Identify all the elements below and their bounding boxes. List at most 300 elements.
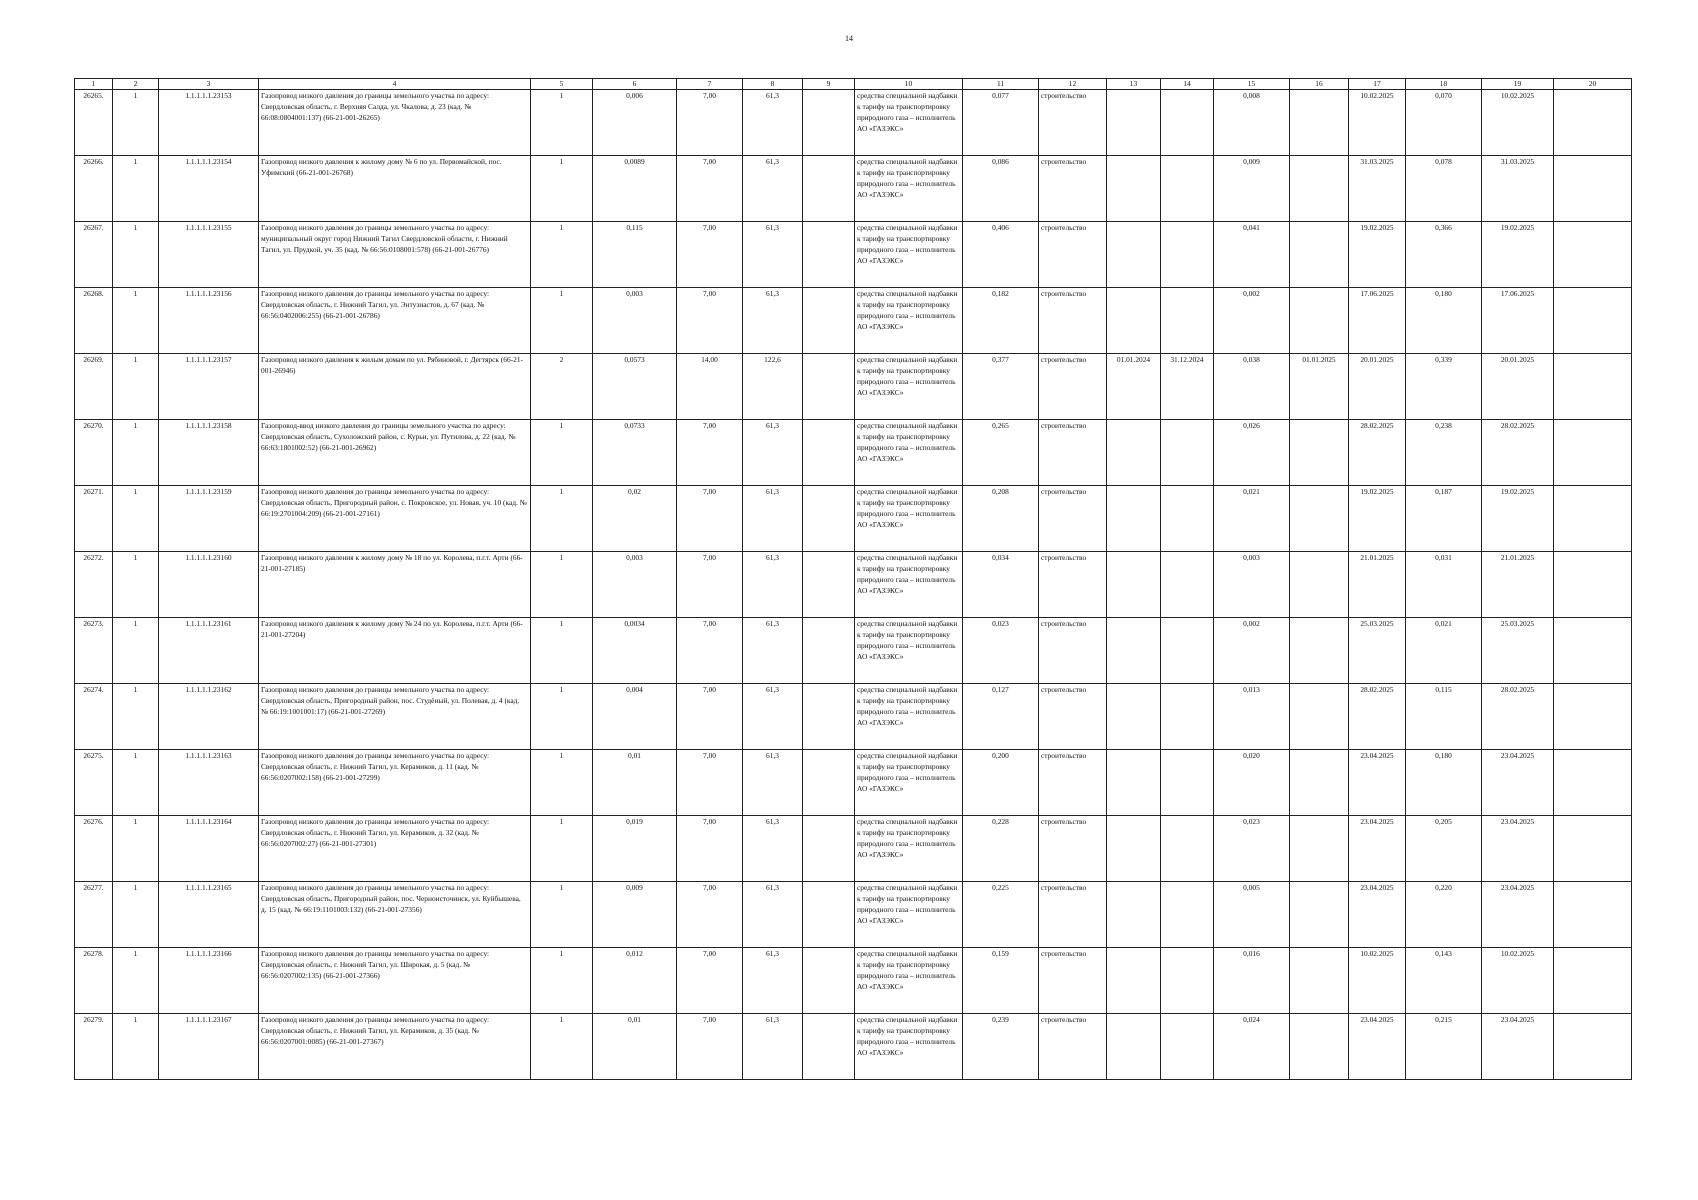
col-16-cell: 01.01.2025: [1290, 354, 1349, 420]
col-5-cell: 2: [531, 354, 593, 420]
col-15-cell: 0,016: [1214, 948, 1290, 1014]
col-19-date: 23.04.2025: [1482, 882, 1554, 948]
cost-cell: 0,239: [963, 1014, 1039, 1080]
col-15-cell: 0,008: [1214, 90, 1290, 156]
table-row: [75, 156, 1632, 222]
row-number: 26273.: [75, 618, 113, 684]
start-date: [1107, 288, 1161, 354]
object-description: Газопровод низкого давления до границы земельного участка по адресу: муниципальный округ город Нижний Тагил Свердловской области, г. Нижний Тагил, ул. Прудкой, уч. 35 (кад. № 66:56:0108001:578) (66-21-001-26776): [259, 222, 531, 288]
col-2-cell: 1: [113, 816, 159, 882]
length-cell: 0,0733: [593, 420, 677, 486]
row-number: 26276.: [75, 816, 113, 882]
row-number: 26271.: [75, 486, 113, 552]
object-description: Газопровод низкого давления до границы земельного участка по адресу: Свердловская область, г. Нижний Тагил, ул. Энтузиастов, д. 67 (кад. № 66:56:0402006:255) (66-21-001-26786): [259, 288, 531, 354]
end-date: [1161, 288, 1214, 354]
col-9-cell: [803, 288, 855, 354]
row-number: 26279.: [75, 1014, 113, 1080]
length-cell: 0,0573: [593, 354, 677, 420]
col-9-cell: [803, 156, 855, 222]
row-number: 26274.: [75, 684, 113, 750]
col-7-cell: 14,00: [677, 354, 743, 420]
col-5-cell: 1: [531, 948, 593, 1014]
cost-cell: 0,406: [963, 222, 1039, 288]
row-number: 26268.: [75, 288, 113, 354]
col-15-cell: 0,005: [1214, 882, 1290, 948]
col-20-cell: [1554, 288, 1632, 354]
col-15-cell: 0,023: [1214, 816, 1290, 882]
col-16-cell: [1290, 750, 1349, 816]
col-15-cell: 0,003: [1214, 552, 1290, 618]
length-cell: 0,004: [593, 684, 677, 750]
col-2-cell: 1: [113, 222, 159, 288]
cost-cell: 0,034: [963, 552, 1039, 618]
work-type: строительство: [1039, 420, 1107, 486]
object-code: 1.1.1.1.1.23153: [159, 90, 259, 156]
start-date: [1107, 486, 1161, 552]
col-15-cell: 0,026: [1214, 420, 1290, 486]
object-code: 1.1.1.1.1.23160: [159, 552, 259, 618]
cost-cell: 0,159: [963, 948, 1039, 1014]
col-7-cell: 7,00: [677, 750, 743, 816]
length-cell: 0,003: [593, 288, 677, 354]
funding-source: средства специальной надбавки к тарифу на транспортировку природного газа – исполнитель АО «ГАЗЭКС»: [855, 948, 963, 1014]
col-5-cell: 1: [531, 1014, 593, 1080]
object-description: Газопровод низкого давления до границы земельного участка по адресу: Свердловская область, г. Нижний Тагил, ул. Керамиков, д. 32 (кад. № 66:56:0207002:27) (66-21-001-27301): [259, 816, 531, 882]
col-17-date: 28.02.2025: [1349, 420, 1406, 486]
column-number-row: [75, 79, 1632, 90]
funding-source: средства специальной надбавки к тарифу на транспортировку природного газа – исполнитель АО «ГАЗЭКС»: [855, 552, 963, 618]
cost-cell: 0,228: [963, 816, 1039, 882]
column-header-7: 7: [677, 79, 743, 90]
start-date: 01.01.2024: [1107, 354, 1161, 420]
row-number: 26266.: [75, 156, 113, 222]
col-19-date: 10.02.2025: [1482, 90, 1554, 156]
col-2-cell: 1: [113, 618, 159, 684]
col-17-date: 10.02.2025: [1349, 90, 1406, 156]
table-row: [75, 882, 1632, 948]
object-code: 1.1.1.1.1.23164: [159, 816, 259, 882]
start-date: [1107, 1014, 1161, 1080]
end-date: [1161, 156, 1214, 222]
col-19-date: 20.01.2025: [1482, 354, 1554, 420]
length-cell: 0,01: [593, 750, 677, 816]
col-16-cell: [1290, 816, 1349, 882]
col-8-cell: 61,3: [743, 222, 803, 288]
col-8-cell: 61,3: [743, 288, 803, 354]
col-15-cell: 0,009: [1214, 156, 1290, 222]
col-17-date: 20.01.2025: [1349, 354, 1406, 420]
col-9-cell: [803, 816, 855, 882]
object-description: Газопровод низкого давления до границы земельного участка по адресу: Свердловская область, Пригородный район, пос. Студёный, ул. Полевая, д. 4 (кад. № 66:19:1001001:17) (66-21-001-27269): [259, 684, 531, 750]
col-8-cell: 61,3: [743, 618, 803, 684]
col-5-cell: 1: [531, 486, 593, 552]
column-header-13: 13: [1107, 79, 1161, 90]
col-9-cell: [803, 222, 855, 288]
start-date: [1107, 90, 1161, 156]
table-row: [75, 90, 1632, 156]
col-2-cell: 1: [113, 354, 159, 420]
col-5-cell: 1: [531, 816, 593, 882]
col-8-cell: 61,3: [743, 90, 803, 156]
col-17-date: 31.03.2025: [1349, 156, 1406, 222]
object-description: Газопровод низкого давления к жилому дому № 6 по ул. Первомайской, пос. Уфимский (66-21-001-26768): [259, 156, 531, 222]
col-15-cell: 0,002: [1214, 618, 1290, 684]
col-8-cell: 61,3: [743, 684, 803, 750]
table-row: [75, 420, 1632, 486]
end-date: [1161, 1014, 1214, 1080]
funding-source: средства специальной надбавки к тарифу на транспортировку природного газа – исполнитель АО «ГАЗЭКС»: [855, 90, 963, 156]
col-19-date: 10.02.2025: [1482, 948, 1554, 1014]
start-date: [1107, 618, 1161, 684]
col-2-cell: 1: [113, 156, 159, 222]
col-9-cell: [803, 1014, 855, 1080]
start-date: [1107, 420, 1161, 486]
col-5-cell: 1: [531, 684, 593, 750]
col-9-cell: [803, 90, 855, 156]
start-date: [1107, 882, 1161, 948]
col-7-cell: 7,00: [677, 486, 743, 552]
row-number: 26272.: [75, 552, 113, 618]
col-16-cell: [1290, 90, 1349, 156]
column-header-14: 14: [1161, 79, 1214, 90]
col-7-cell: 7,00: [677, 684, 743, 750]
col-8-cell: 61,3: [743, 948, 803, 1014]
column-header-8: 8: [743, 79, 803, 90]
col-20-cell: [1554, 1014, 1632, 1080]
row-number: 26269.: [75, 354, 113, 420]
col-2-cell: 1: [113, 486, 159, 552]
cost-cell: 0,127: [963, 684, 1039, 750]
length-cell: 0,006: [593, 90, 677, 156]
col-18-cell: 0,021: [1406, 618, 1482, 684]
funding-source: средства специальной надбавки к тарифу на транспортировку природного газа – исполнитель АО «ГАЗЭКС»: [855, 882, 963, 948]
cost-cell: 0,077: [963, 90, 1039, 156]
col-7-cell: 7,00: [677, 222, 743, 288]
object-description: Газопровод низкого давления до границы земельного участка по адресу: Свердловская область, г. Верхняя Салда, ул. Чкалова, д. 23 (кад. № 66:08:0804001:137) (66-21-001-26265): [259, 90, 531, 156]
col-16-cell: [1290, 618, 1349, 684]
end-date: [1161, 90, 1214, 156]
row-number: 26277.: [75, 882, 113, 948]
column-header-19: 19: [1482, 79, 1554, 90]
col-18-cell: 0,220: [1406, 882, 1482, 948]
work-type: строительство: [1039, 816, 1107, 882]
col-7-cell: 7,00: [677, 882, 743, 948]
col-16-cell: [1290, 1014, 1349, 1080]
col-19-date: 21.01.2025: [1482, 552, 1554, 618]
work-type: строительство: [1039, 750, 1107, 816]
end-date: [1161, 882, 1214, 948]
table-row: [75, 354, 1632, 420]
end-date: 31.12.2024: [1161, 354, 1214, 420]
col-15-cell: 0,020: [1214, 750, 1290, 816]
row-number: 26278.: [75, 948, 113, 1014]
col-9-cell: [803, 750, 855, 816]
col-19-date: 19.02.2025: [1482, 222, 1554, 288]
object-code: 1.1.1.1.1.23162: [159, 684, 259, 750]
col-20-cell: [1554, 156, 1632, 222]
col-9-cell: [803, 420, 855, 486]
col-9-cell: [803, 354, 855, 420]
table-row: [75, 222, 1632, 288]
col-5-cell: 1: [531, 222, 593, 288]
col-15-cell: 0,002: [1214, 288, 1290, 354]
col-20-cell: [1554, 618, 1632, 684]
object-code: 1.1.1.1.1.23167: [159, 1014, 259, 1080]
cost-cell: 0,086: [963, 156, 1039, 222]
column-header-18: 18: [1406, 79, 1482, 90]
work-type: строительство: [1039, 288, 1107, 354]
table-row: [75, 948, 1632, 1014]
object-description: Газопровод низкого давления до границы земельного участка по адресу: Свердловская область, г. Нижний Тагил, ул. Широкая, д. 5 (кад. № 66:56:0207002:135) (66-21-001-27366): [259, 948, 531, 1014]
object-description: Газопровод низкого давления до границы земельного участка по адресу: Свердловская область, Пригородный район, с. Покровское, ул. Новая, уч. 10 (кад. № 66:19:2701004:209) (66-21-001-27161): [259, 486, 531, 552]
col-9-cell: [803, 618, 855, 684]
col-5-cell: 1: [531, 618, 593, 684]
col-20-cell: [1554, 750, 1632, 816]
col-16-cell: [1290, 882, 1349, 948]
object-description: Газопровод низкого давления к жилому дому № 24 по ул. Королева, п.г.т. Арти (66-21-001-27204): [259, 618, 531, 684]
table-row: [75, 1014, 1632, 1080]
col-18-cell: 0,215: [1406, 1014, 1482, 1080]
end-date: [1161, 222, 1214, 288]
col-5-cell: 1: [531, 90, 593, 156]
col-18-cell: 0,180: [1406, 750, 1482, 816]
col-19-date: 28.02.2025: [1482, 420, 1554, 486]
col-19-date: 31.03.2025: [1482, 156, 1554, 222]
column-header-10: 10: [855, 79, 963, 90]
cost-cell: 0,225: [963, 882, 1039, 948]
work-type: строительство: [1039, 90, 1107, 156]
col-9-cell: [803, 552, 855, 618]
column-header-5: 5: [531, 79, 593, 90]
col-18-cell: 0,238: [1406, 420, 1482, 486]
work-type: строительство: [1039, 552, 1107, 618]
work-type: строительство: [1039, 618, 1107, 684]
start-date: [1107, 816, 1161, 882]
col-2-cell: 1: [113, 750, 159, 816]
cost-cell: 0,377: [963, 354, 1039, 420]
cost-cell: 0,182: [963, 288, 1039, 354]
start-date: [1107, 684, 1161, 750]
col-18-cell: 0,205: [1406, 816, 1482, 882]
col-8-cell: 61,3: [743, 552, 803, 618]
end-date: [1161, 618, 1214, 684]
col-7-cell: 7,00: [677, 288, 743, 354]
col-20-cell: [1554, 816, 1632, 882]
funding-source: средства специальной надбавки к тарифу на транспортировку природного газа – исполнитель АО «ГАЗЭКС»: [855, 684, 963, 750]
col-20-cell: [1554, 552, 1632, 618]
col-18-cell: 0,078: [1406, 156, 1482, 222]
col-16-cell: [1290, 948, 1349, 1014]
object-description: Газопровод низкого давления до границы земельного участка по адресу: Свердловская область, г. Нижний Тагил, ул. Керамиков, д. 35 (кад. № 66:56:0207001:0085) (66-21-001-27367): [259, 1014, 531, 1080]
col-19-date: 17.06.2025: [1482, 288, 1554, 354]
col-9-cell: [803, 684, 855, 750]
funding-source: средства специальной надбавки к тарифу на транспортировку природного газа – исполнитель АО «ГАЗЭКС»: [855, 420, 963, 486]
col-7-cell: 7,00: [677, 816, 743, 882]
table-row: [75, 684, 1632, 750]
object-code: 1.1.1.1.1.23155: [159, 222, 259, 288]
col-2-cell: 1: [113, 420, 159, 486]
col-16-cell: [1290, 288, 1349, 354]
col-8-cell: 61,3: [743, 750, 803, 816]
col-19-date: 23.04.2025: [1482, 750, 1554, 816]
register-table: [74, 78, 1632, 1080]
table-row: [75, 816, 1632, 882]
work-type: строительство: [1039, 882, 1107, 948]
col-19-date: 23.04.2025: [1482, 816, 1554, 882]
col-18-cell: 0,180: [1406, 288, 1482, 354]
col-8-cell: 61,3: [743, 156, 803, 222]
col-17-date: 19.02.2025: [1349, 222, 1406, 288]
start-date: [1107, 156, 1161, 222]
column-header-20: 20: [1554, 79, 1632, 90]
col-17-date: 17.06.2025: [1349, 288, 1406, 354]
col-5-cell: 1: [531, 156, 593, 222]
col-15-cell: 0,024: [1214, 1014, 1290, 1080]
column-header-17: 17: [1349, 79, 1406, 90]
col-5-cell: 1: [531, 750, 593, 816]
col-2-cell: 1: [113, 882, 159, 948]
col-16-cell: [1290, 552, 1349, 618]
row-number: 26267.: [75, 222, 113, 288]
col-8-cell: 122,6: [743, 354, 803, 420]
col-17-date: 21.01.2025: [1349, 552, 1406, 618]
col-7-cell: 7,00: [677, 948, 743, 1014]
object-description: Газопровод низкого давления до границы земельного участка по адресу: Свердловская область, г. Нижний Тагил, ул. Керамиков, д. 11 (кад. № 66:56:0207002:158) (66-21-001-27299): [259, 750, 531, 816]
col-17-date: 23.04.2025: [1349, 816, 1406, 882]
col-7-cell: 7,00: [677, 90, 743, 156]
col-8-cell: 61,3: [743, 1014, 803, 1080]
cost-cell: 0,023: [963, 618, 1039, 684]
col-20-cell: [1554, 882, 1632, 948]
work-type: строительство: [1039, 354, 1107, 420]
col-17-date: 19.02.2025: [1349, 486, 1406, 552]
col-8-cell: 61,3: [743, 486, 803, 552]
col-18-cell: 0,339: [1406, 354, 1482, 420]
start-date: [1107, 222, 1161, 288]
table-body: [75, 90, 1632, 1080]
col-16-cell: [1290, 486, 1349, 552]
length-cell: 0,01: [593, 1014, 677, 1080]
funding-source: средства специальной надбавки к тарифу на транспортировку природного газа – исполнитель АО «ГАЗЭКС»: [855, 222, 963, 288]
funding-source: средства специальной надбавки к тарифу на транспортировку природного газа – исполнитель АО «ГАЗЭКС»: [855, 816, 963, 882]
column-header-11: 11: [963, 79, 1039, 90]
length-cell: 0,0089: [593, 156, 677, 222]
col-16-cell: [1290, 420, 1349, 486]
work-type: строительство: [1039, 222, 1107, 288]
work-type: строительство: [1039, 684, 1107, 750]
col-9-cell: [803, 882, 855, 948]
table-row: [75, 618, 1632, 684]
col-15-cell: 0,041: [1214, 222, 1290, 288]
table-row: [75, 486, 1632, 552]
col-19-date: 23.04.2025: [1482, 1014, 1554, 1080]
col-5-cell: 1: [531, 420, 593, 486]
object-code: 1.1.1.1.1.23161: [159, 618, 259, 684]
object-code: 1.1.1.1.1.23157: [159, 354, 259, 420]
work-type: строительство: [1039, 1014, 1107, 1080]
col-7-cell: 7,00: [677, 420, 743, 486]
col-19-date: 25.03.2025: [1482, 618, 1554, 684]
object-code: 1.1.1.1.1.23154: [159, 156, 259, 222]
col-20-cell: [1554, 948, 1632, 1014]
object-description: Газопровод низкого давления до границы земельного участка по адресу: Свердловская область, Пригородный район, пос. Черноисточинск, ул. Куйбышева, д. 15 (кад. № 66:19:1101003:132) (66-21-001-27356): [259, 882, 531, 948]
col-2-cell: 1: [113, 948, 159, 1014]
work-type: строительство: [1039, 948, 1107, 1014]
col-15-cell: 0,038: [1214, 354, 1290, 420]
col-20-cell: [1554, 354, 1632, 420]
funding-source: средства специальной надбавки к тарифу на транспортировку природного газа – исполнитель АО «ГАЗЭКС»: [855, 288, 963, 354]
col-18-cell: 0,143: [1406, 948, 1482, 1014]
col-17-date: 28.02.2025: [1349, 684, 1406, 750]
object-code: 1.1.1.1.1.23158: [159, 420, 259, 486]
col-20-cell: [1554, 420, 1632, 486]
column-header-2: 2: [113, 79, 159, 90]
col-2-cell: 1: [113, 288, 159, 354]
length-cell: 0,003: [593, 552, 677, 618]
start-date: [1107, 552, 1161, 618]
row-number: 26265.: [75, 90, 113, 156]
column-header-3: 3: [159, 79, 259, 90]
page-number: 14: [845, 34, 853, 43]
object-code: 1.1.1.1.1.23166: [159, 948, 259, 1014]
column-header-12: 12: [1039, 79, 1107, 90]
length-cell: 0,019: [593, 816, 677, 882]
col-2-cell: 1: [113, 684, 159, 750]
end-date: [1161, 552, 1214, 618]
cost-cell: 0,200: [963, 750, 1039, 816]
col-18-cell: 0,115: [1406, 684, 1482, 750]
work-type: строительство: [1039, 486, 1107, 552]
cost-cell: 0,208: [963, 486, 1039, 552]
col-5-cell: 1: [531, 882, 593, 948]
col-18-cell: 0,366: [1406, 222, 1482, 288]
column-header-4: 4: [259, 79, 531, 90]
funding-source: средства специальной надбавки к тарифу на транспортировку природного газа – исполнитель АО «ГАЗЭКС»: [855, 354, 963, 420]
col-20-cell: [1554, 222, 1632, 288]
col-18-cell: 0,070: [1406, 90, 1482, 156]
col-20-cell: [1554, 486, 1632, 552]
col-7-cell: 7,00: [677, 618, 743, 684]
funding-source: средства специальной надбавки к тарифу на транспортировку природного газа – исполнитель АО «ГАЗЭКС»: [855, 486, 963, 552]
col-18-cell: 0,187: [1406, 486, 1482, 552]
object-description: Газопровод низкого давления к жилым домам по ул. Рябиновой, г. Дегтярск (66-21-001-26946): [259, 354, 531, 420]
length-cell: 0,0034: [593, 618, 677, 684]
col-15-cell: 0,021: [1214, 486, 1290, 552]
col-2-cell: 1: [113, 90, 159, 156]
funding-source: средства специальной надбавки к тарифу на транспортировку природного газа – исполнитель АО «ГАЗЭКС»: [855, 1014, 963, 1080]
col-15-cell: 0,013: [1214, 684, 1290, 750]
length-cell: 0,009: [593, 882, 677, 948]
col-16-cell: [1290, 156, 1349, 222]
col-8-cell: 61,3: [743, 816, 803, 882]
row-number: 26270.: [75, 420, 113, 486]
col-17-date: 10.02.2025: [1349, 948, 1406, 1014]
col-5-cell: 1: [531, 552, 593, 618]
column-header-1: 1: [75, 79, 113, 90]
end-date: [1161, 948, 1214, 1014]
col-19-date: 19.02.2025: [1482, 486, 1554, 552]
object-code: 1.1.1.1.1.23159: [159, 486, 259, 552]
end-date: [1161, 750, 1214, 816]
col-2-cell: 1: [113, 1014, 159, 1080]
col-2-cell: 1: [113, 552, 159, 618]
col-7-cell: 7,00: [677, 156, 743, 222]
length-cell: 0,115: [593, 222, 677, 288]
start-date: [1107, 948, 1161, 1014]
object-code: 1.1.1.1.1.23163: [159, 750, 259, 816]
end-date: [1161, 684, 1214, 750]
start-date: [1107, 750, 1161, 816]
